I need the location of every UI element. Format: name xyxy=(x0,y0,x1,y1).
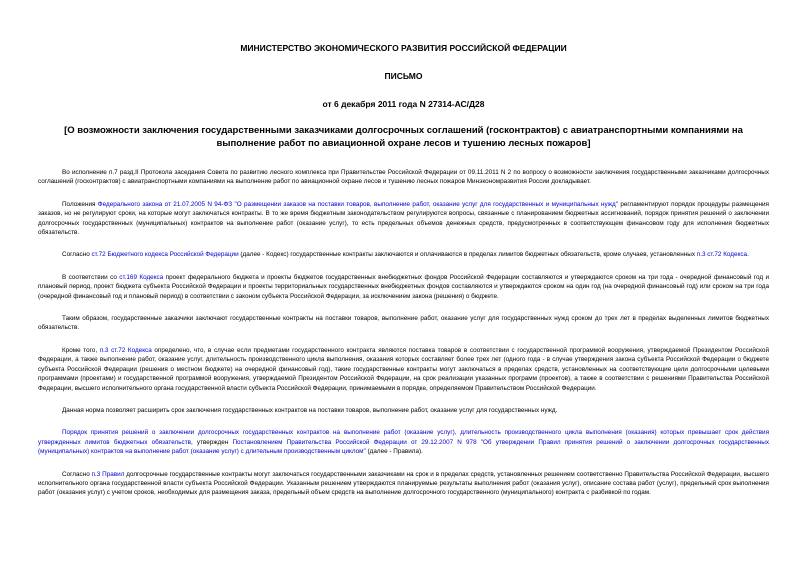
document-date-number: от 6 декабря 2011 года N 27314-АС/Д28 xyxy=(322,99,485,109)
link-budget-code-art72[interactable]: ст.72 Бюджетного кодекса Российской Федерации xyxy=(91,251,239,259)
link-rules-p3[interactable]: п.3 Правил xyxy=(91,470,125,478)
document-subject: [О возможности заключения государственными заказчиками долгосрочных соглашений (госконтрактов) с авиатранспортными компаниями на выполнение работ по авиационной охране лесов и тушению лесных пожаров] xyxy=(64,125,743,149)
paragraph-text: Согласно xyxy=(62,251,92,259)
paragraph-text: (далее - Правила). xyxy=(365,448,423,456)
paragraph-text: проект федерального бюджета и проекты бюджетов государственных внебюджетных фондов Российской Федерации составляются и утверждаются сроком на три года - очередной финансовый год и плановый период, проект бюджета субъекта Российской Федерации и проекты территориальных государственных внебюджетных фондов составляются и утверждаются сроком на один год (на очередной финансовый год) или сроком на три года (очередной финансовый год и плановый период) в соответствии с законом субъекта Российской Федерации, за исключением закона (решения) о бюджете. xyxy=(38,273,770,300)
paragraph-text: Положения xyxy=(62,200,98,208)
paragraph-7 xyxy=(38,406,769,415)
link-art72-p3-code[interactable]: п.3 ст.72 Кодекса xyxy=(99,346,152,354)
paragraph-3 xyxy=(38,250,769,259)
link-government-resolution-978[interactable]: Постановлением Правительства Российской Федерации от 29.12.2007 N 978 "Об утверждении Правил принятия решений о заключении долгосрочных государственных (муниципальных) контрактов на выполнение работ (оказание услуг) с длительным производственным циклом" xyxy=(38,438,770,456)
document-type-heading: ПИСЬМО xyxy=(384,71,423,81)
link-art72-p3[interactable]: п.3 ст.72 Кодекса xyxy=(696,251,748,259)
document-body xyxy=(38,168,769,498)
paragraph-text: Таким образом, государственные заказчики заключают государственные контракты на поставки товаров, выполнение работ, оказание услуг для государственных нужд сроком до трех лет в пределах выделенных лимитов бюджетных обязательств. xyxy=(38,315,769,332)
link-code-art169[interactable]: ст.169 Кодекса xyxy=(119,273,164,281)
paragraph-text: Согласно xyxy=(62,470,92,478)
link-federal-law-94fz[interactable]: Федерального закона от 21.07.2005 N 94-ФЗ "О размещении заказов на поставки товаров, выполнение работ, оказание услуг для государственных и муниципальных нужд" xyxy=(97,200,618,208)
paragraph-8 xyxy=(38,428,769,456)
paragraph-text: . xyxy=(747,251,749,259)
paragraph-text: долгосрочные государственные контракты могут заключаться государственными заказчиками на срок и в пределах средств, установленных решением соответственно Правительства Российской Федерации, высшего исполнительного органа государственной власти субъекта Российской Федерации. Указанным решением утверждаются планируемые результаты выполнения работ (оказания услуг), описание состава работ (услуг), предельный срок выполнения работ (оказания услуг) с учетом сроков, необходимых для размещения заказа, предельный объем средств на выполнение долгосрочного государственного (муниципального) контракта с разбивкой по годам. xyxy=(38,470,769,497)
paragraph-text: Во исполнение п.7 разд.II Протокола заседания Совета по развитию лесного комплекса при Правительстве Российской Федерации от 09.11.2011 N 2 по вопросу о возможности заключения государственными заказчиками долгосрочных соглашений (госконтрактов) с авиатранспортными компаниями на выполнение работ по авиационной охране лесов и тушению лесных пожаров Минэкономразвития России докладывает. xyxy=(38,169,769,186)
paragraph-text: определено, что, в случае если предметами государственного контракта являются поставка товаров в соответствии с государственной программой вооружения, утверждаемой Президентом Российской Федерации, а также выполнение работ, оказание услуг, длительность производственного цикла выполнения, оказания которых составляет более трех лет (одного года - в случае утверждения закона субъекта Российской Федерации о бюджете субъекта Российской Федерации (решения о местном бюджете) на очередной финансовый год), такие государственные контракты могут заключаться в пределах средств, установленных на соответствующие цели долгосрочными целевыми программами (проектами) и государственной программой вооружения, утверждаемой Президентом Российской Федерации, на срок реализации указанных программ (проектов), а также в соответствии с решениями Правительства Российской Федерации, высшего исполнительного органа государственной власти субъекта Российской Федерации, принимаемыми в порядке, определяемом Правительством Российской Федерации. xyxy=(38,346,769,392)
paragraph-2 xyxy=(38,200,769,238)
paragraph-text: В соответствии со xyxy=(62,273,120,281)
paragraph-5 xyxy=(38,314,769,333)
paragraph-text: Данная норма позволяет расширить срок заключения государственных контрактов на поставки товаров, выполнение работ, оказание услуг для государственных нужд. xyxy=(62,406,558,414)
paragraph-1 xyxy=(38,168,769,187)
ministry-heading: МИНИСТЕРСТВО ЭКОНОМИЧЕСКОГО РАЗВИТИЯ РОССИЙСКОЙ ФЕДЕРАЦИИ xyxy=(240,43,567,53)
paragraph-4 xyxy=(38,273,769,301)
paragraph-text: регламентируют порядок процедуры размещения заказов, но не регулируют сроки, на которые могут заключаться контракты. В то же время бюджетным законодательством регулируются вопросы, связанные с планированием бюджетных ассигнований, порядок принятия решений о заключении долгосрочных государственных (муниципальных) контрактов на выполнение работ (оказание услуг), то есть предельных объемов денежных средств, предусмотренных в соответствующем финансовом году для исполнения бюджетных обязательств. xyxy=(38,200,769,237)
paragraph-text: , утвержден xyxy=(191,438,233,446)
paragraph-text: (далее - Кодекс) государственные контракты заключаются и оплачиваются в пределах лимитов бюджетных обязательств, кроме случаев, установленных xyxy=(238,251,697,259)
paragraph-text: Кроме того, xyxy=(62,346,100,354)
paragraph-9 xyxy=(38,470,769,498)
paragraph-6 xyxy=(38,346,769,393)
link-decision-procedure[interactable]: Порядок принятия решений о заключении долгосрочных государственных контрактов на выполнение работ (оказание услуг), длительность производственного цикла выполнения (оказания) которых превышает срок действия утвержденных лимитов бюджетных обязательств xyxy=(38,429,769,446)
